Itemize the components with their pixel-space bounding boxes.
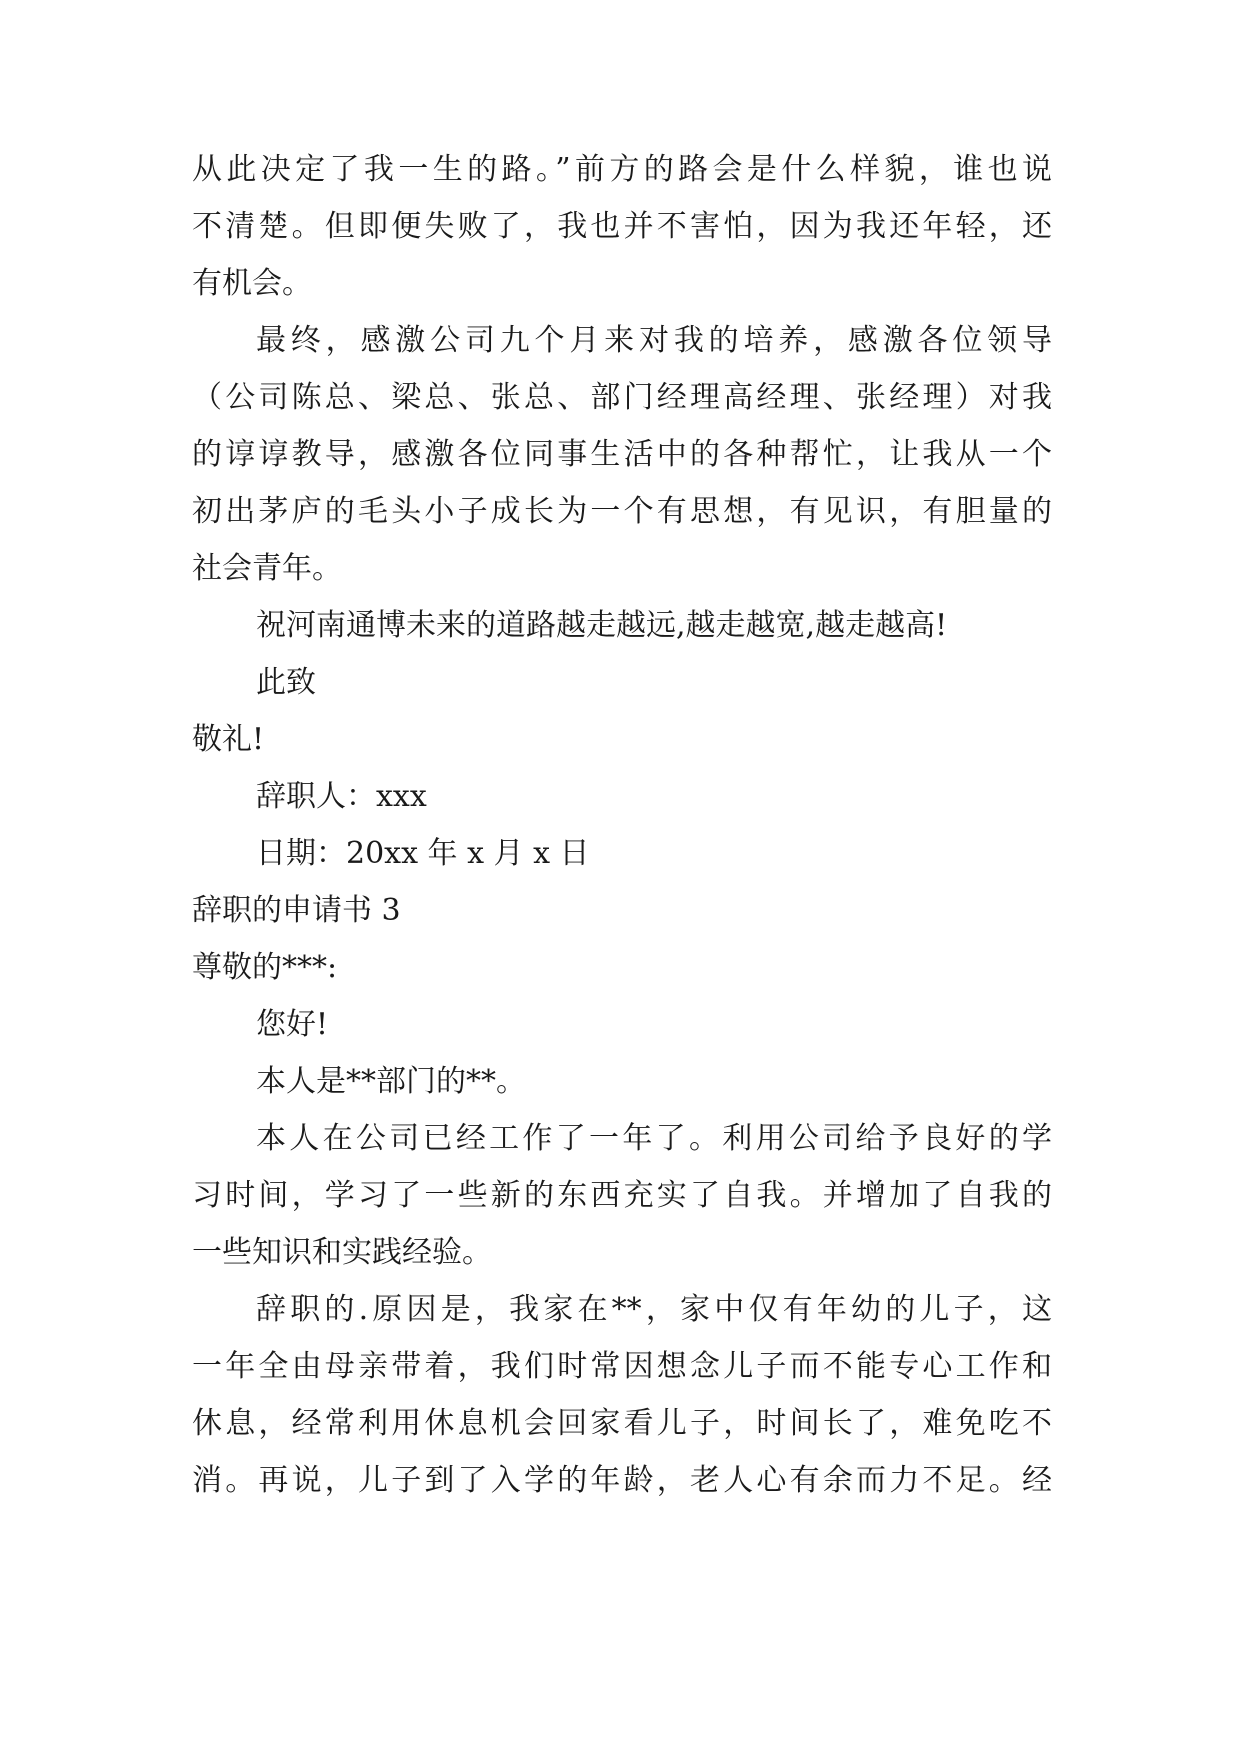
text-line-20: 一些知识和实践经验。 [192, 1235, 492, 1270]
text-line-21: 辞职的.原因是，我家在**，家中仅有年幼的儿子，这 [256, 1292, 1052, 1327]
text-line-6: 的谆谆教导，感激各位同事生活中的各种帮忙，让我从一个 [192, 437, 1052, 472]
text-line-23: 休息，经常利用休息机会回家看儿子，时间长了，难免吃不 [192, 1406, 1052, 1441]
text-line-9: 祝河南通博未来的道路越走越远,越走越宽,越走越高! [256, 608, 948, 643]
text-line-4: 最终，感激公司九个月来对我的培养，感激各位领导 [256, 323, 1052, 358]
section-title: 辞职的申请书 3 [192, 893, 401, 928]
text-line-24: 消。再说，儿子到了入学的年龄，老人心有余而力不足。经 [192, 1463, 1052, 1498]
salutation: 尊敬的***: [192, 950, 338, 985]
text-line-12: 辞职人：xxx [256, 779, 427, 814]
text-line-17: 本人是**部门的**。 [256, 1064, 526, 1099]
text-line-5: （公司陈总、梁总、张总、部门经理高经理、张经理）对我 [192, 380, 1052, 415]
text-line-19: 习时间，学习了一些新的东西充实了自我。并增加了自我的 [192, 1178, 1052, 1213]
text-line-10: 此致 [256, 665, 316, 700]
greeting: 您好! [256, 1007, 329, 1042]
text-line-8: 社会青年。 [192, 551, 342, 586]
text-line-2: 不清楚。但即便失败了，我也并不害怕，因为我还年轻，还 [192, 209, 1052, 244]
text-line-18: 本人在公司已经工作了一年了。利用公司给予良好的学 [256, 1121, 1052, 1156]
text-line-22: 一年全由母亲带着，我们时常因想念儿子而不能专心工作和 [192, 1349, 1052, 1384]
text-line-3: 有机会。 [192, 266, 312, 301]
text-line-13: 日期：20xx 年 x 月 x 日 [256, 836, 590, 871]
text-line-11: 敬礼! [192, 722, 265, 757]
text-line-7: 初出茅庐的毛头小子成长为一个有思想，有见识，有胆量的 [192, 494, 1052, 529]
text-line-1: 从此决定了我一生的路。”前方的路会是什么样貌，谁也说 [192, 152, 1052, 187]
